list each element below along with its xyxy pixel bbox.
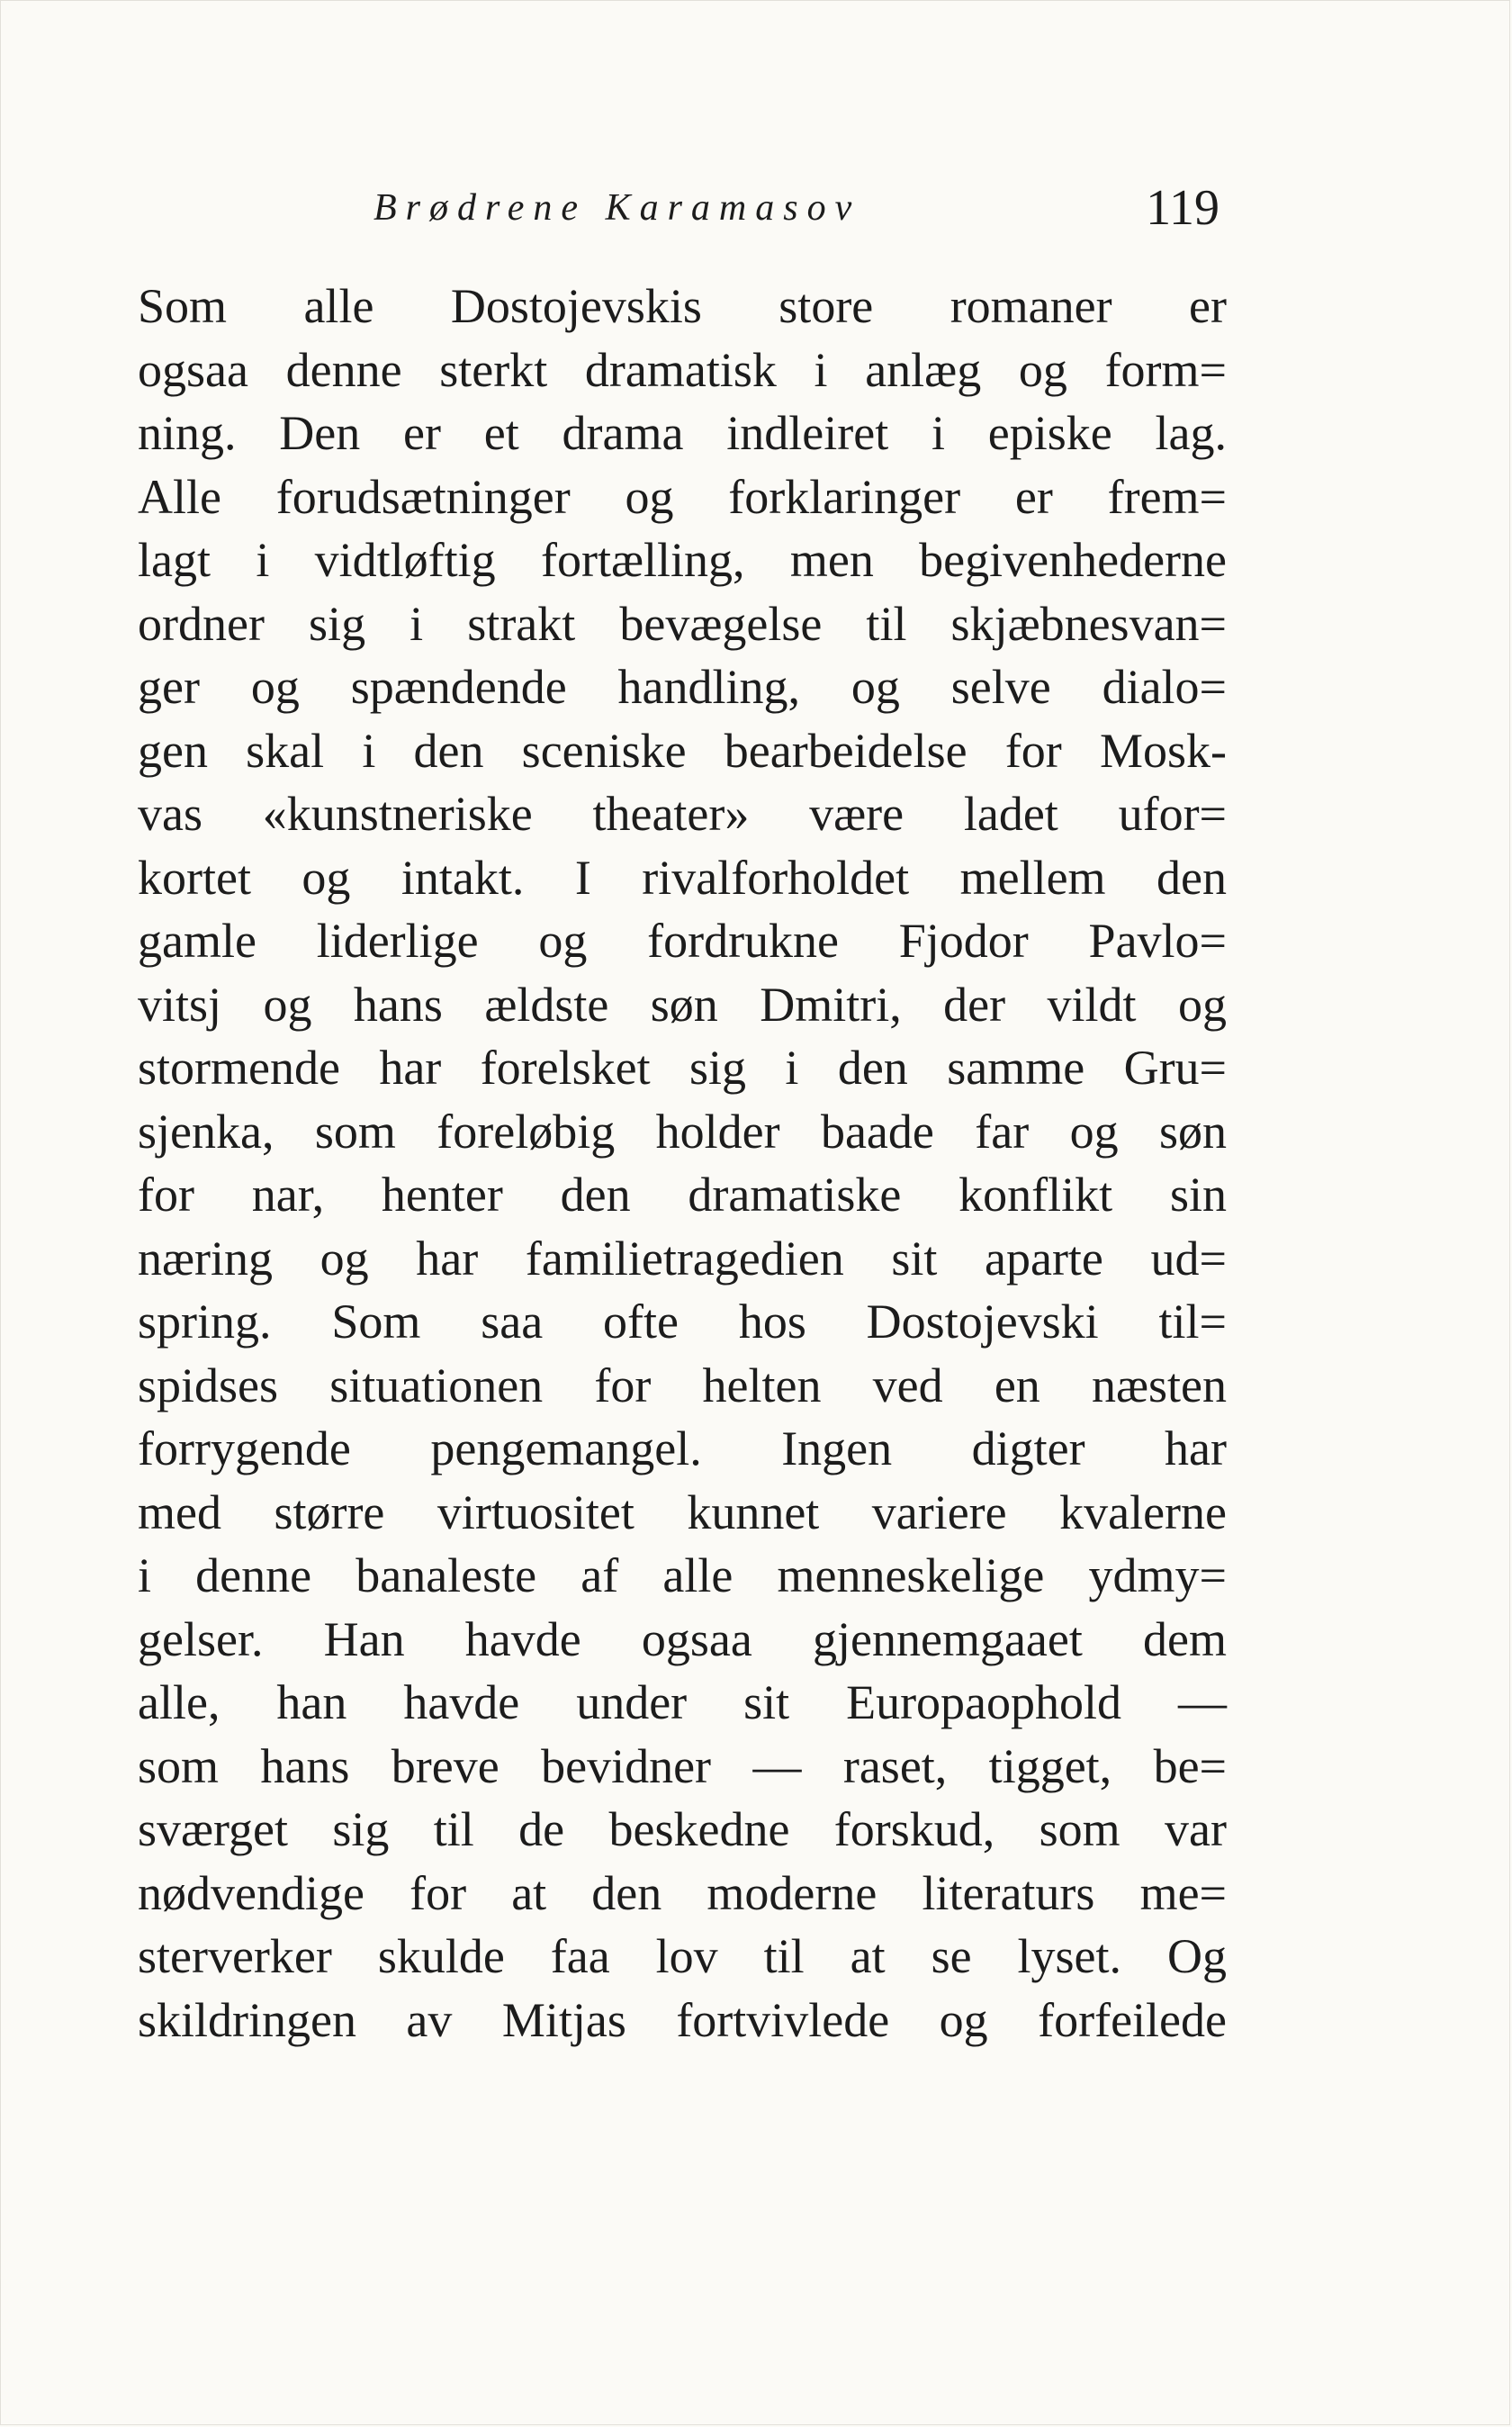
text-line: for nar, henter den dramatiske konflikt sin [138,1168,1227,1222]
text-line: som hans breve bevidner — raset, tigget, be= [138,1738,1227,1793]
text-line: alle, han havde under sit Europaophold — [138,1675,1227,1729]
text-line: gelser. Han havde ogsaa gjennemgaaet dem [138,1611,1227,1666]
text-line: med større virtuositet kunnet variere kvalerne [138,1484,1227,1539]
text-line: kortet og intakt. I rivalforholdet mellem den [138,850,1227,905]
text-line: sjenka, som foreløbig holder baade far og søn [138,1104,1227,1159]
text-line: sværget sig til de beskedne forskud, som var [138,1802,1227,1856]
text-line: næring og har familietragedien sit aparte ud= [138,1231,1227,1286]
text-line: spidses situationen for helten ved en næsten [138,1358,1227,1412]
text-line: gen skal i den sceniske bearbeidelse for Mosk- [138,723,1227,778]
text-line: skildringen av Mitjas fortvivlede og forfeilede [138,1992,1227,2047]
text-line: Alle forudsætninger og forklaringer er frem= [138,469,1227,524]
text-line: ger og spændende handling, og selve dialo= [138,660,1227,714]
text-line: lagt i vidtløftig fortælling, men begivenhederne [138,533,1227,587]
text-line: vas «kunstneriske theater» være ladet ufor= [138,787,1227,841]
body-text [138,275,1227,2052]
text-line: spring. Som saa ofte hos Dostojevski til= [138,1295,1227,1349]
page-number: 119 [1146,180,1220,236]
text-line: stormende har forelsket sig i den samme Gru= [138,1041,1227,1095]
text-line: forrygende pengemangel. Ingen digter har [138,1421,1227,1475]
running-title: Brødrene Karamasov [374,187,861,229]
page-header [374,181,1220,235]
text-line: ordner sig i strakt bevægelse til skjæbnesvan= [138,596,1227,651]
text-line: nødvendige for at den moderne literaturs me= [138,1865,1227,1920]
text-line: vitsj og hans ældste søn Dmitri, der vildt og [138,977,1227,1032]
text-line: sterverker skulde faa lov til at se lyset. Og [138,1929,1227,1983]
text-line: Som alle Dostojevskis store romaner er [138,279,1227,333]
text-line: i denne banaleste af alle menneskelige ydmy= [138,1548,1227,1602]
text-line: ning. Den er et drama indleiret i episke lag. [138,406,1227,460]
text-line: gamle liderlige og fordrukne Fjodor Pavlo= [138,914,1227,968]
text-line: ogsaa denne sterkt dramatisk i anlæg og form= [138,342,1227,397]
